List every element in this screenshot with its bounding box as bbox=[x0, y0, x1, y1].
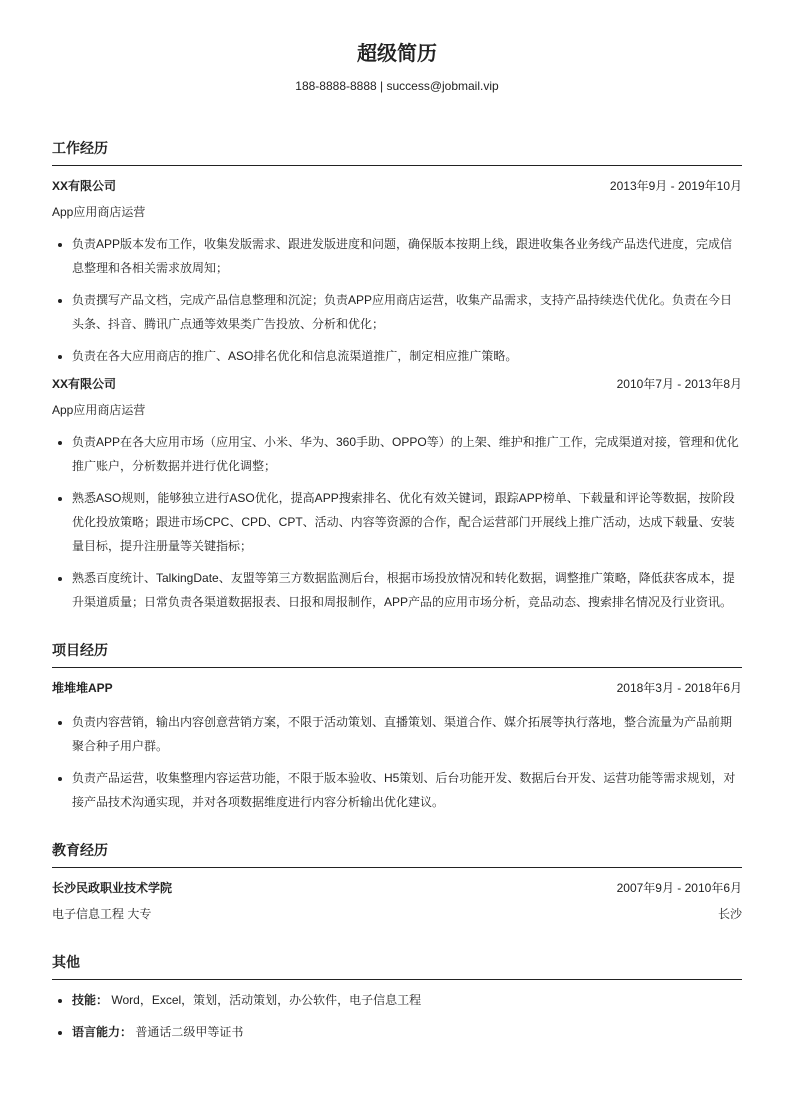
section-title-work: 工作经历 bbox=[52, 138, 742, 166]
employment-date: 2013年9月 - 2019年10月 bbox=[609, 179, 742, 193]
candidate-name: 超级简历 bbox=[357, 43, 437, 65]
company-name: XX有限公司 bbox=[52, 377, 117, 391]
skills-label: 技能： bbox=[72, 993, 109, 1007]
work-section bbox=[52, 138, 742, 614]
project-entry-header bbox=[52, 680, 742, 696]
work-entry bbox=[52, 376, 742, 614]
list-item: • 负责在各大应用商店的推广、ASO排名优化和信息流渠道推广，制定相应推广策略。 bbox=[72, 344, 742, 368]
work-entry bbox=[52, 178, 742, 368]
section-title-education: 教育经历 bbox=[52, 840, 742, 868]
resume-header bbox=[52, 40, 742, 94]
education-entry bbox=[52, 880, 742, 922]
list-item: • 熟悉ASO规则，能够独立进行ASO优化，提高APP搜索排名、优化有效关键词，跟踪APP榜单、下载量和评论等数据，按阶段优化投放策略；跟进市场CPC、CPD、CPT、活动、内容等资源的合作，配合运营部门开展线上推广活动，达成下载量、安装量目标，提升注册量等关键指标； bbox=[72, 486, 742, 558]
list-item: • 负责产品运营，收集整理内容运营功能，不限于版本验收、H5策划、后台功能开发、数据后台开发、运营功能等需求规划，对接产品技术沟通实现，并对各项数据维度进行内容分析输出优化建议。 bbox=[72, 766, 742, 814]
language-value: 普通话二级甲等证书 bbox=[135, 1025, 244, 1039]
contact-info: 188-8888-8888 | success@jobmail.vip bbox=[295, 79, 499, 93]
work-bullet-list bbox=[52, 430, 742, 614]
section-title-projects: 项目经历 bbox=[52, 640, 742, 668]
list-item: • 负责内容营销，输出内容创意营销方案，不限于活动策划、直播策划、渠道合作、媒介拓展等执行落地，整合流量为产品前期聚合种子用户群。 bbox=[72, 710, 742, 758]
project-name: 堆堆堆APP bbox=[52, 681, 113, 695]
section-title-other: 其他 bbox=[52, 952, 742, 980]
project-section bbox=[52, 640, 742, 814]
education-section bbox=[52, 840, 742, 922]
education-entry-detail bbox=[52, 906, 742, 922]
major-degree: 电子信息工程 大专 bbox=[52, 907, 152, 921]
project-date: 2018年3月 - 2018年6月 bbox=[616, 681, 742, 695]
company-name: XX有限公司 bbox=[52, 179, 117, 193]
job-role: App应用商店运营 bbox=[52, 403, 146, 417]
work-bullet-list bbox=[52, 232, 742, 368]
school-name: 长沙民政职业技术学院 bbox=[52, 881, 173, 895]
list-item: • 负责APP在各大应用市场（应用宝、小米、华为、360手助、OPPO等）的上架、维护和推广工作，完成渠道对接，管理和优化推广账户，分析数据并进行优化调整； bbox=[72, 430, 742, 478]
other-section bbox=[52, 952, 742, 1044]
language-label: 语言能力： bbox=[72, 1025, 133, 1039]
list-item: • 负责撰写产品文档，完成产品信息整理和沉淀；负责APP应用商店运营，收集产品需求，支持产品持续迭代优化。负责在今日头条、抖音、腾讯广点通等效果类广告投放、分析和优化； bbox=[72, 288, 742, 336]
other-list bbox=[52, 988, 742, 1044]
project-entry bbox=[52, 680, 742, 814]
education-location: 长沙 bbox=[717, 907, 742, 921]
work-entry-header bbox=[52, 178, 742, 194]
education-date: 2007年9月 - 2010年6月 bbox=[616, 881, 742, 895]
work-entry-header bbox=[52, 376, 742, 392]
list-item bbox=[72, 988, 742, 1012]
job-role: App应用商店运营 bbox=[52, 205, 146, 219]
education-entry-header bbox=[52, 880, 742, 896]
list-item: • 负责APP版本发布工作，收集发版需求、跟进发版进度和问题，确保版本按期上线，跟进收集各业务线产品迭代进度，完成信息整理和各相关需求放周知； bbox=[72, 232, 742, 280]
project-bullet-list bbox=[52, 710, 742, 814]
employment-date: 2010年7月 - 2013年8月 bbox=[616, 377, 742, 391]
list-item: • 熟悉百度统计、TalkingDate、友盟等第三方数据监测后台，根据市场投放情况和转化数据，调整推广策略，降低获客成本，提升渠道质量；日常负责各渠道数据报表、日报和周报制作，APP产品的应用市场分析，竞品动态、搜索排名情况及行业资讯。 bbox=[72, 566, 742, 614]
skills-value: Word，Excel，策划，活动策划，办公软件，电子信息工程 bbox=[111, 993, 422, 1007]
list-item bbox=[72, 1020, 742, 1044]
